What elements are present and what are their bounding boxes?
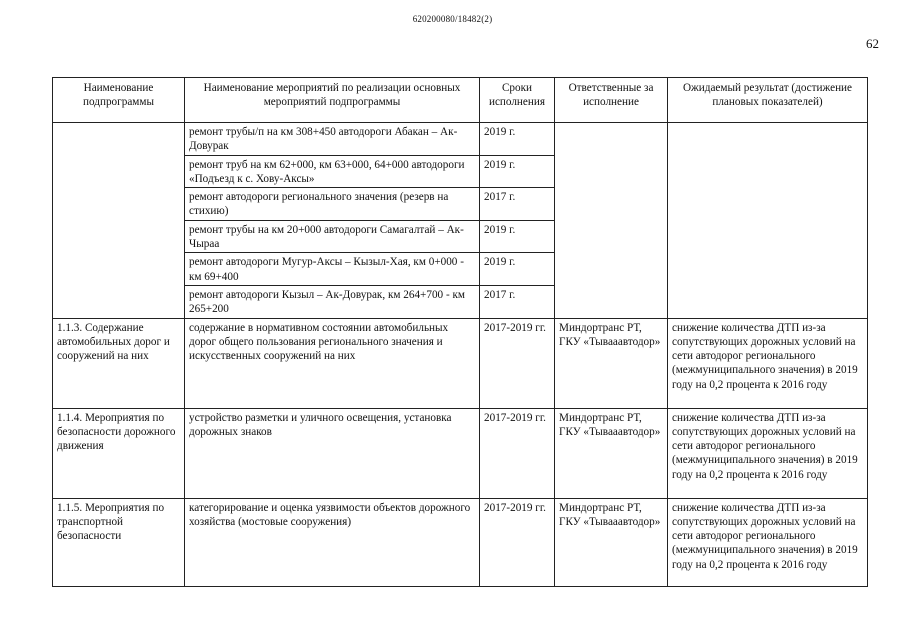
- term-cell: 2017-2019 гг.: [480, 318, 555, 408]
- table-row: [53, 318, 868, 408]
- activity-cell: ремонт трубы/п на км 308+450 автодороги Абакан – Ак-Довурак: [185, 123, 480, 156]
- table-row: [53, 408, 868, 498]
- term-cell: 2017-2019 гг.: [480, 408, 555, 498]
- header-activity: Наименование мероприятий по реализации основных мероприятий подпрограммы: [185, 78, 480, 123]
- subprogram-cell-empty: [53, 123, 185, 319]
- program-table: [52, 77, 868, 587]
- term-cell: 2019 г.: [480, 155, 555, 188]
- result-cell: снижение количества ДТП из-за сопутствующих дорожных условий на сети автодорог регионального (межмуниципального значения) в 2019 году на 0,2 процента к 2016 году: [668, 498, 868, 586]
- activity-cell: ремонт трубы на км 20+000 автодороги Самагалтай – Ак-Чыраа: [185, 220, 480, 253]
- header-result: Ожидаемый результат (достижение плановых показателей): [668, 78, 868, 123]
- header-responsible: Ответственные за исполнение: [555, 78, 668, 123]
- subprogram-cell: 1.1.3. Содержание автомобильных дорог и сооружений на них: [53, 318, 185, 408]
- activity-cell: содержание в нормативном состоянии автомобильных дорог общего пользования регионального значения и искусственных сооружений на них: [185, 318, 480, 408]
- responsible-cell: Миндортранс РТ, ГКУ «Тывааавтодор»: [555, 318, 668, 408]
- header-subprogram: Наименование подпрограммы: [53, 78, 185, 123]
- activity-cell: ремонт труб на км 62+000, км 63+000, 64+000 автодороги «Подъезд к с. Хову-Аксы»: [185, 155, 480, 188]
- result-cell-empty: [668, 123, 868, 319]
- responsible-cell: Миндортранс РТ, ГКУ «Тывааавтодор»: [555, 498, 668, 586]
- responsible-cell-empty: [555, 123, 668, 319]
- header-term: Сроки исполнения: [480, 78, 555, 123]
- subprogram-cell: 1.1.5. Мероприятия по транспортной безопасности: [53, 498, 185, 586]
- page-number: 62: [866, 36, 879, 51]
- activity-cell: ремонт автодороги Мугур-Аксы – Кызыл-Хая, км 0+000 - км 69+400: [185, 253, 480, 286]
- result-cell: снижение количества ДТП из-за сопутствующих дорожных условий на сети автодорог регионального (межмуниципального значения) в 2019 году на 0,2 процента к 2016 году: [668, 318, 868, 408]
- table-row: [53, 498, 868, 586]
- responsible-cell: Миндортранс РТ, ГКУ «Тывааавтодор»: [555, 408, 668, 498]
- term-cell: 2017-2019 гг.: [480, 498, 555, 586]
- term-cell: 2017 г.: [480, 188, 555, 221]
- result-cell: снижение количества ДТП из-за сопутствующих дорожных условий на сети автодорог регионального (межмуниципального значения) в 2019 году на 0,2 процента к 2016 году: [668, 408, 868, 498]
- term-cell: 2017 г.: [480, 285, 555, 318]
- table-row: [53, 123, 868, 156]
- activity-cell: ремонт автодороги Кызыл – Ак-Довурак, км 264+700 - км 265+200: [185, 285, 480, 318]
- term-cell: 2019 г.: [480, 253, 555, 286]
- activity-cell: устройство разметки и уличного освещения, установка дорожных знаков: [185, 408, 480, 498]
- activity-cell: ремонт автодороги регионального значения (резерв на стихию): [185, 188, 480, 221]
- term-cell: 2019 г.: [480, 123, 555, 156]
- activity-cell: категорирование и оценка уязвимости объектов дорожного хозяйства (мостовые сооружения): [185, 498, 480, 586]
- subprogram-cell: 1.1.4. Мероприятия по безопасности дорожного движения: [53, 408, 185, 498]
- term-cell: 2019 г.: [480, 220, 555, 253]
- document-id: 620200080/18482(2): [412, 14, 493, 24]
- table-header-row: [53, 78, 868, 123]
